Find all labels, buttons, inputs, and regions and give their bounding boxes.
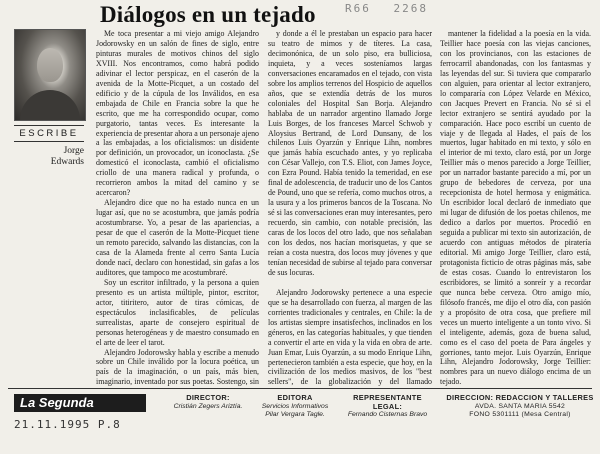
footer-divider [8, 388, 592, 389]
article-column-2 [268, 29, 432, 388]
credit-value: Pilar Vergara Tagle. [265, 411, 325, 419]
credit-role: DIRECCION: REDACCION Y TALLERES [446, 393, 594, 402]
paragraph: Alejandro dice que no ha estado nunca en un lugar así, que no se acostumbra, que jamás podría acostumbrarse. Yo, a pesar de las apariencias, a pesar de que el caserón de la Motte-Picquet tiene un remoto parecido, salvando las distancias, con la casa de la Alameda frente al cerro Santa Lucía donde nací, declaro con honestidad, sin gafas a los auditores, que tampoco me acostumbraré. [96, 198, 259, 277]
author-name [14, 146, 84, 168]
credit-value: AVDA. SANTA MARIA 5542 [474, 402, 566, 410]
credit-role: REPRESENTANTE LEGAL: [353, 393, 422, 411]
credit-address [445, 394, 595, 420]
author-last-name: Edwards [50, 157, 84, 167]
paragraph: mantener la fidelidad a la poesía en la vida. Teillier hace poesía con las viejas canciones, con los provincianos, con las estaciones de ferrocarril abandonadas, con los fantasmas y las leyendas del sur. Si tuviera que compararlo con alguien, para orientar al lector extranjero, lo compararía con López Velarde en México, con Jacques Prevert en Francia. No sé si el lector extranjero se sentirá ayudado por la comparación. Hace poco escribí un cuento de viaje y de llegada al Hades, el país de los muertos, lugar habitado en mi texto, y sólo en el interior de mi texto, claro está, por un Jorge Teillier más o menos parecido a Jorge Teillier, por un narrador bastante parecido a mí, por un grupo de bebedores de cerveza, por una recepcionista de hotel hermosa y enigmática. Un escribidor local declaró de inmediato que mi lugar de difusión de los poetas chilenos, me dedico a darlos por muertos. Procedió en seguida a publicar mi texto sin autorización, de acuerdo con antiguas métodos de piratería editorial. Mi amigo Jorge Teillier, claro está, protagonista ficticio de otras páginas más, sabe de estas cosas. Cuando lo entrevistaron los escribidores, se limitó a sonreír y a recordar que nunca bebe cerveza. Otro amigo mío, filósofo francés, me dijo el otro día, con pasión y a propósito de otra cosa, que prefiere mil veces un muerto inteligente a un tonto vivo. Si el inteligente, además, goza de buena salud, como es el caso del poeta de Para ángeles y gorriones, tanto mejor. Luis Oyarzún, Enrique Lihn, Alejandro Jodorowsky, Jorge Teillier: nombres para un nuevo diálogo encima de un tejado. [440, 29, 591, 387]
handwritten-note-1: R66 [345, 2, 371, 15]
credit-role: EDITORA [277, 393, 313, 402]
handwritten-date: 21.11.1995 P.8 [14, 418, 121, 431]
paragraph: Soy un escritor infiltrado, y la persona a quien presento es un artista múltiple, pintor, escritor, actor, titiritero, autor de tiras cómicas, de espectáculos inclasificables, de películas surrealistas, aparte de consejero espiritual de personas heterogéneas y de maestro consumado en el arte de leer el tarot. [96, 277, 259, 347]
section-label: ESCRIBE [14, 125, 84, 142]
author-shoulders-shape [20, 90, 80, 120]
credit-value: FONO 5301111 (Mesa Central) [469, 411, 571, 419]
paragraph: Alejandro Jodorowsky habla y escribe a menudo sobre un Chile inválido por la locura poética, un país de la imaginación, o un país, más bien, imaginario, inventado por sus poetas. Sostengo, sin [96, 347, 259, 387]
credit-role: DIRECTOR: [186, 393, 230, 402]
credit-editora [255, 394, 335, 420]
article-title: Diálogos en un tejado [100, 2, 316, 27]
credit-value: Cristián Zegers Ariztía. [173, 402, 243, 410]
paragraph: Me toca presentar a mi viejo amigo Alejandro Jodorowsky en un salón de fines de siglo, entre pinturas murales de motivos chinos del siglo XVIII. Nos encontramos, como habrá podido adivinar el lector perspicaz, en el caserón de la avenida de la Motte-Picquet, a un costado del edificio y de la cúpula de los Inválidos, en esa embajada de Chile en Francia sobre la que he escrito, que me ha correspondido ocupar, como purgatorio, tantas veces. Es interesante la experiencia de presentar ahora a un personaje ajeno a las embajadas, a los oficialismos: un disidente por definición, un provocador, un iconoclasta. ¿Se domesticó el iconoclasta, cambió el oficialismo criollo de una manera radical y profunda, o recorrieron ambos la mitad del camino y se acercaron? [96, 29, 259, 198]
handwritten-note [345, 2, 442, 15]
credit-value: Fernando Cisternas Bravo [347, 411, 428, 419]
author-photo [14, 29, 86, 121]
credit-director [168, 394, 248, 411]
author-first-name: Jorge [63, 146, 84, 156]
paragraph: y donde a él le prestaban un espacio para hacer su teatro de mimos y de títeres. La casa, decimonónica, de un solo piso, era bulliciosa, inquieta, y a veces sosteníamos largas conversaciones encaramados en el tejado, con vista sobre los amplios terrenos del Hospicio de aquellos años, que se extendía detrás de los muros coloniales del Hospital San Borja. Alejandro hablaba de un narrador argentino llamado Jorge Luis Borges, de los franceses Marcel Schwob y Aloysius Bertrand, de Lord Dunsany, de los chilenos Luis Oyarzún y Enrique Lihn, nombres que jamás había escuchado antes, y yo replicaba con César Vallejo, con T.S. Eliot, con James Joyce, con Ezra Pound. Había tenido la temeridad, en ese final de adolescencia, de traducir uno de los Cantos de Pound, uno que se refería, como muchos otros, a la usura y a los primeros bancos de la Toscana. No sé si las conversaciones eran muy interesantes, pero recuerdo, sin cambio, con notable precisión, las caras de los locos del otro lado, que nos señalaban con los dedos, nos hacían morisquetas, y que se reían a costa nuestra, dos locos muy jóvenes y que tenían necesidad de subirse al tejado para conversar de sus locuras. [268, 29, 432, 277]
article-column-3 [440, 29, 591, 388]
author-face-shape [37, 48, 63, 82]
article-column-1 [96, 29, 259, 388]
paragraph: Alejandro Jodorowsky pertenece a una especie que se ha desarrollado con fuerza, al margen de las corrientes tradicionales y centrales, en Chile: la de los artistas siempre insatisfechos, inclinados en los géneros, en las categorías habituales, y que tienden a convertir el arte en vida y la vida en obra de arte. Juan Emar, Luis Oyarzún, a su modo Enrique Lihn, pertenecieron también a esta especie, que hoy, en la civilización de los medios masivos, de los "best sellers", de la globalización y del llamado [268, 287, 432, 387]
credit-legal-representative [340, 394, 435, 420]
column-byline [14, 125, 84, 168]
handwritten-note-2: 2268 [393, 2, 428, 15]
newspaper-masthead: La Segunda [14, 394, 146, 412]
credit-value: Servicios Informativos [261, 402, 329, 410]
